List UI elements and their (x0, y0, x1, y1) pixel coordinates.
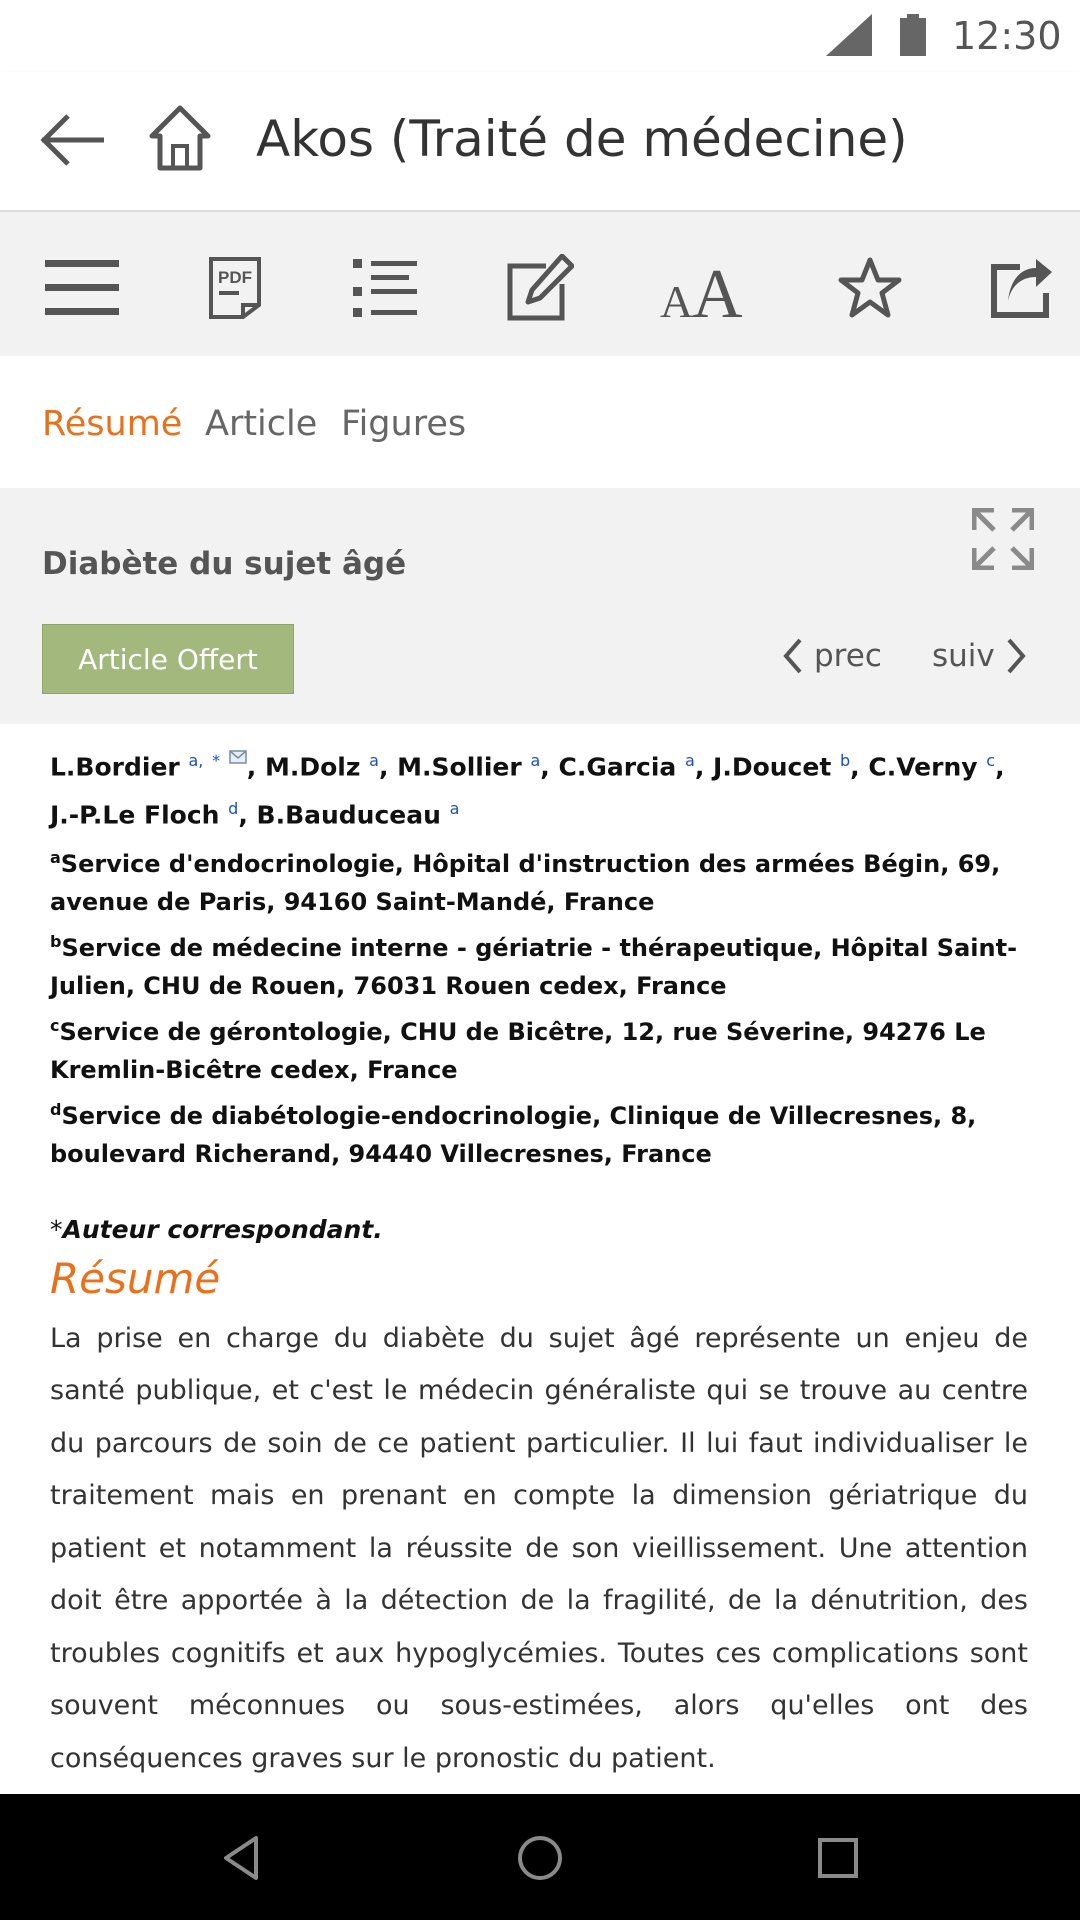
home-icon[interactable] (148, 102, 212, 174)
author-sup[interactable]: a (530, 751, 541, 770)
chevron-right-icon (1005, 638, 1027, 674)
tab-article[interactable]: Article (205, 404, 318, 444)
tab-resume[interactable]: Résumé (42, 404, 183, 444)
affiliation-key: c (50, 1015, 60, 1035)
affiliation-key: a (50, 847, 61, 867)
author-sup[interactable]: b (840, 751, 851, 770)
corresponding-star: * (50, 1214, 63, 1244)
author-sup[interactable]: a (449, 799, 460, 819)
affiliation-key: b (50, 931, 62, 951)
toc-button[interactable] (350, 248, 420, 328)
author-sup[interactable]: a, (188, 751, 204, 770)
pdf-icon (207, 255, 263, 321)
share-icon (990, 257, 1054, 319)
note-button[interactable] (505, 248, 575, 328)
app-title: Akos (Traité de médecine) (256, 110, 908, 168)
author-star[interactable]: * (212, 751, 221, 770)
article-title: Diabète du sujet âgé (42, 546, 407, 582)
menu-button[interactable] (42, 248, 122, 328)
status-time: 12:30 (952, 14, 1062, 58)
author-sup[interactable]: a (685, 751, 695, 770)
affiliation-text: Service de gérontologie, CHU de Bicêtre, 12, rue Séverine, 94276 Le Kremlin-Bicêtre cedex, France (50, 1017, 986, 1084)
prev-label: prec (814, 638, 882, 674)
favorite-button[interactable] (836, 248, 904, 328)
system-nav-bar (0, 1794, 1080, 1920)
affiliation-key: d (50, 1099, 62, 1119)
signal-icon (826, 14, 872, 56)
article-header (0, 488, 1080, 724)
affiliation (50, 1007, 1028, 1089)
abstract-text: La prise en charge du diabète du sujet âgé représente un enjeu de santé publique, et c'est le médecin généraliste qui se trouve au centre du parcours de soin de ce patient particulier. Il lui faut individualiser le traitement mais en prenant en compte la dimension gériatrique du patient et notamment la réussite de son vieillissement. Une attention doit être apportée à la détection de la fragilité, de la dénutrition, des troubles cognitifs et aux hypoglycémies. Toutes ces complications sont souvent méconnues ou sous-estimées, alors qu'elles ont des conséquences graves sur le pronostic du patient. (50, 1322, 1028, 1774)
author-name[interactable]: C.Verny (868, 752, 978, 782)
affiliation (50, 839, 1028, 921)
menu-icon (43, 256, 121, 320)
author-name[interactable]: C.Garcia (558, 752, 677, 782)
home-circle-icon[interactable] (514, 1832, 566, 1884)
font-size-button[interactable] (660, 248, 746, 328)
article-content (50, 740, 1028, 1831)
battery-icon (900, 14, 926, 56)
author-sup[interactable]: a (369, 751, 379, 770)
fullscreen-icon[interactable] (972, 508, 1034, 570)
affiliation-text: Service de médecine interne - gériatrie - thérapeutique, Hôpital Saint-Julien, CHU de Rouen, 76031 Rouen cedex, France (50, 933, 1018, 1000)
affiliation (50, 1091, 1028, 1173)
author-list: L.Bordier $^{a,}$ * , M.Dolz $^a$, M.Sollier $^a$, C.Garcia $^a$, J.Doucet $^b$, C.Verny $^c$, J.-P.Le Floch $^d$, B.Bauduceau $^a$ (50, 751, 1005, 830)
back-triangle-icon[interactable] (216, 1832, 268, 1884)
affiliation-text: Service d'endocrinologie, Hôpital d'instruction des armées Bégin, 69, avenue de Paris, 94160 Saint-Mandé, France (50, 849, 1001, 916)
chevron-left-icon (782, 638, 804, 674)
corresponding-author-note (50, 1215, 1028, 1244)
email-icon[interactable] (229, 750, 247, 764)
resume-heading: Résumé (50, 1253, 221, 1303)
author-name[interactable]: M.Sollier (397, 752, 522, 782)
back-arrow-icon[interactable] (38, 110, 106, 170)
tab-bar (0, 356, 1080, 488)
edit-icon (506, 254, 574, 322)
font-label-large: A (692, 256, 743, 321)
list-icon (351, 257, 419, 319)
affiliation (50, 923, 1028, 1005)
app-bar (0, 72, 1080, 212)
next-label: suiv (932, 638, 995, 674)
recents-square-icon[interactable] (812, 1832, 864, 1884)
author-sup[interactable]: d (228, 799, 239, 819)
pdf-label: PDF (218, 268, 252, 287)
next-article-button[interactable] (932, 638, 1027, 674)
corresponding-label: Auteur correspondant. (62, 1214, 383, 1244)
font-label-small: A (660, 276, 694, 321)
share-button[interactable] (990, 248, 1054, 328)
star-icon (837, 256, 903, 320)
font-size-icon (660, 255, 746, 321)
article-offer-badge[interactable]: Article Offert (42, 624, 294, 694)
author-sup[interactable]: c (986, 751, 996, 770)
article-toolbar (0, 212, 1080, 356)
affiliation-text: Service de diabétologie-endocrinologie, Clinique de Villecresnes, 8, boulevard Richerand, 94440 Villecresnes, France (50, 1101, 977, 1168)
author-name[interactable]: B.Bauduceau (256, 800, 441, 830)
status-bar (0, 0, 1080, 72)
author-name[interactable]: J.Doucet (713, 752, 832, 782)
pdf-button[interactable] (205, 248, 265, 328)
tab-figures[interactable]: Figures (341, 404, 467, 444)
author-name[interactable]: J.-P.Le Floch (50, 800, 220, 830)
author-name[interactable]: M.Dolz (265, 752, 361, 782)
author-name[interactable]: L.Bordier (50, 752, 180, 782)
prev-article-button[interactable] (782, 638, 882, 674)
